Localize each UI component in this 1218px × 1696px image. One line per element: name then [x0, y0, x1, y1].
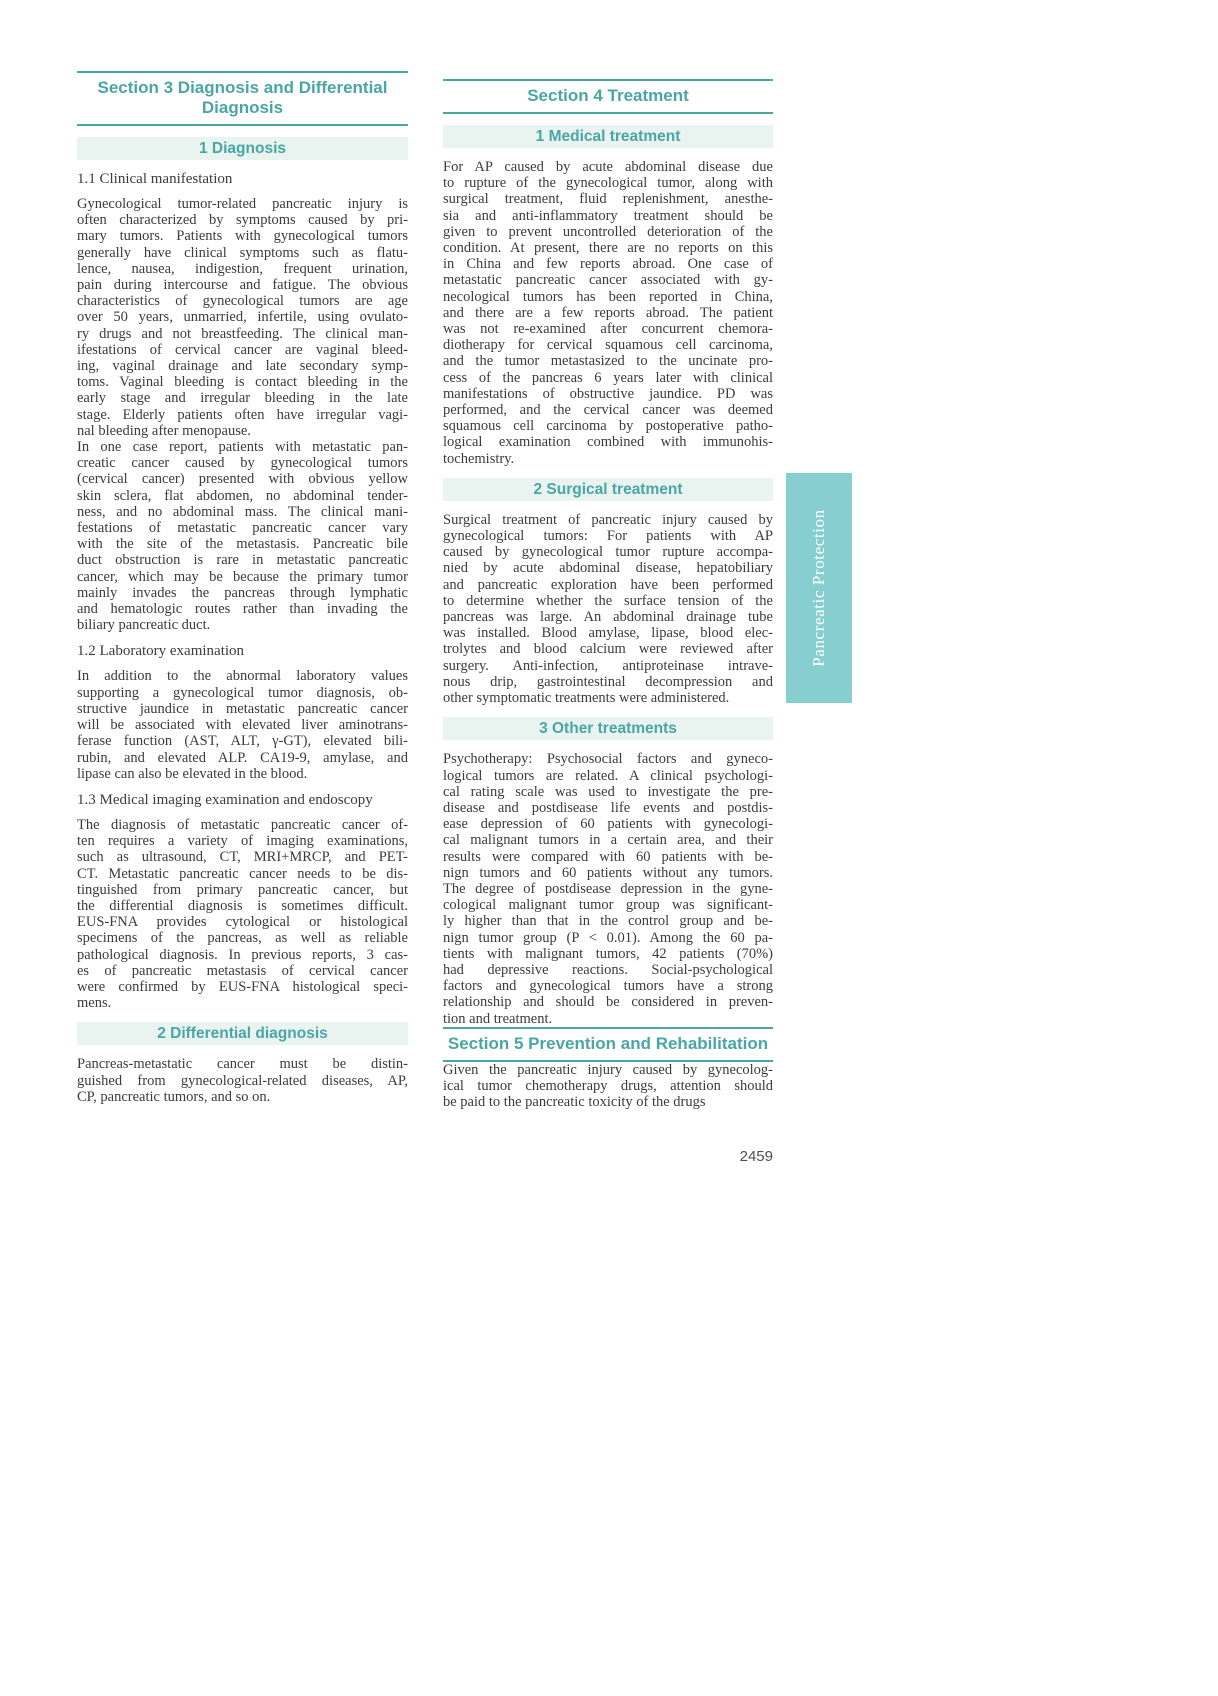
text-line: ly higher than that in the control group and be- — [443, 913, 773, 930]
paragraph — [443, 512, 773, 706]
text-line: The degree of postdisease depression in the gyne- — [443, 880, 773, 897]
text-line: and hematologic routes rather than invading the — [77, 601, 408, 618]
text-line: in China and few reports abroad. One case of — [443, 256, 773, 273]
text-line: pain during intercourse and fatigue. The obvious — [77, 277, 408, 294]
text-line: gynecological tumors: For patients with AP — [443, 528, 773, 545]
text-line: Gynecological tumor-related pancreatic injury is — [77, 196, 408, 212]
text-line: other symptomatic treatments were administered. — [443, 690, 730, 707]
text-line: ing, vaginal drainage and late secondary symp- — [77, 358, 408, 375]
text-line: Pancreas-metastatic cancer must be distin- — [77, 1056, 408, 1073]
text-line: disease and postdisease life events and postdis- — [443, 799, 773, 816]
text-line: tients with malignant tumors, 42 patients (70%) — [443, 945, 773, 962]
section-heading — [443, 79, 773, 114]
text-line: CP, pancreatic tumors, and so on. — [77, 1088, 271, 1105]
subsubsection-heading: 1.1 Clinical manifestation — [77, 171, 233, 187]
text-line: ten requires a variety of imaging examinations, — [77, 833, 408, 850]
text-line: supporting a gynecological tumor diagnosis, ob- — [77, 684, 408, 701]
section-heading-title: Section 4 Treatment — [527, 86, 689, 105]
section-heading — [443, 1027, 773, 1062]
text-line: rubin, and elevated ALP. CA19-9, amylase, and — [77, 749, 408, 766]
text-line: with the site of the metastasis. Pancreatic bile — [77, 536, 408, 553]
text-line: the differential diagnosis is sometimes difficult. — [77, 897, 408, 914]
subsection-band: 1 Medical treatment — [443, 125, 773, 148]
text-line: logical examination combined with immunohis- — [443, 434, 773, 451]
paragraph — [77, 1056, 408, 1105]
section-heading-title: Section 5 Prevention and Rehabilitation — [447, 1033, 769, 1053]
text-line: performed, and the cervical cancer was deemed — [443, 402, 773, 419]
text-line: In one case report, patients with metastatic pan- — [77, 439, 408, 456]
text-line: ferase function (AST, ALT, γ-GT), elevated bili- — [77, 733, 408, 750]
left-column — [77, 71, 408, 1105]
subsection-band: 2 Surgical treatment — [443, 478, 773, 501]
text-line: guished from gynecological-related diseases, AP, — [77, 1072, 408, 1089]
text-line: CT. Metastatic pancreatic cancer needs to be dis- — [77, 865, 408, 882]
paragraph — [443, 1062, 773, 1111]
text-line: lence, nausea, indigestion, frequent urination, — [77, 260, 408, 277]
text-line: caused by gynecological tumor rupture accompa- — [443, 544, 773, 561]
text-line: ical tumor chemotherapy drugs, attention should — [443, 1077, 773, 1094]
chapter-tab-label: Pancreatic Protection — [809, 509, 829, 667]
text-line: skin sclera, flat abdomen, no abdominal tender- — [77, 487, 408, 504]
text-line: cal rating scale was used to investigate the pre- — [443, 783, 773, 800]
text-line: pathological diagnosis. In previous reports, 3 cas- — [77, 946, 408, 963]
text-line: diotherapy for cervical squamous cell carcinoma, — [443, 337, 773, 354]
section-heading — [77, 71, 408, 126]
text-line: ness, and no abdominal mass. The clinical mani- — [77, 503, 408, 520]
text-line: cal malignant tumors in a certain area, and their — [443, 832, 773, 849]
subsection-band: 3 Other treatments — [443, 717, 773, 740]
text-line: was not re-examined after concurrent chemora- — [443, 321, 773, 338]
text-line: ease depression of 60 patients with gynecologi- — [443, 816, 773, 833]
text-line: such as ultrasound, CT, MRI+MRCP, and PET- — [77, 849, 408, 866]
text-line: manifestations of obstructive jaundice. PD was — [443, 385, 773, 402]
text-line: logical tumors are related. A clinical psychologi- — [443, 767, 773, 784]
text-line: lipase can also be elevated in the blood. — [77, 765, 308, 782]
text-line: structive jaundice in metastatic pancreatic cancer — [77, 700, 408, 717]
text-line: be paid to the pancreatic toxicity of the drugs — [443, 1094, 706, 1111]
text-line: biliary pancreatic duct. — [77, 617, 211, 634]
text-line: stage. Elderly patients often have irregular vagi- — [77, 406, 408, 423]
text-line: cess of the pancreas 6 years later with clinical — [443, 369, 773, 386]
text-line: EUS-FNA provides cytological or histological — [77, 914, 408, 931]
text-line: relationship and should be considered in preven- — [443, 994, 773, 1011]
subsection-band: 2 Differential diagnosis — [77, 1022, 408, 1045]
section-heading-title: Section 3 Diagnosis and Differential Diagnosis — [97, 78, 388, 117]
text-line: ifestations of cervical cancer are vaginal bleed- — [77, 341, 408, 358]
text-line: In addition to the abnormal laboratory values — [77, 668, 408, 685]
text-line: often characterized by symptoms caused by pri- — [77, 212, 408, 229]
text-line: specimens of the pancreas, as well as reliable — [77, 930, 408, 947]
text-line: nign tumors and 60 patients without any tumors. — [443, 864, 773, 881]
text-line: mainly invades the pancreas through lymphatic — [77, 584, 408, 601]
text-line: results were compared with 60 patients with be- — [443, 848, 773, 865]
text-line: sia and anti-inflammatory treatment should be — [443, 207, 773, 224]
text-line: metastatic pancreatic cancer associated with gy- — [443, 272, 773, 289]
text-line: condition. At present, there are no reports on this — [443, 240, 773, 257]
page-number: 2459 — [739, 1148, 773, 1165]
text-line: surgical treatment, fluid replenishment, anesthe- — [443, 191, 773, 208]
right-column — [443, 79, 773, 1110]
text-line: toms. Vaginal bleeding is contact bleeding in the — [77, 374, 408, 391]
text-line: es of pancreatic metastasis of cervical cancer — [77, 962, 408, 979]
text-line: over 50 years, unmarried, infertile, using ovulato- — [77, 309, 408, 326]
text-line: given to prevent uncontrolled deterioration of the — [443, 223, 773, 240]
chapter-tab — [786, 473, 852, 703]
paragraph — [77, 668, 408, 781]
text-line: factors and gynecological tumors have a strong — [443, 978, 773, 995]
paragraph — [77, 196, 408, 439]
text-line: tinguished from primary pancreatic cancer, but — [77, 881, 408, 898]
subsection-band: 1 Diagnosis — [77, 137, 408, 160]
paragraph — [443, 751, 773, 1026]
text-line: nal bleeding after menopause. — [77, 422, 251, 439]
text-line: Given the pancreatic injury caused by gynecolog- — [443, 1061, 773, 1078]
subsubsection-heading: 1.3 Medical imaging examination and endoscopy — [77, 791, 373, 808]
text-line: cological malignant tumor group was significant- — [443, 897, 773, 914]
text-line: nous drip, gastrointestinal decompression and — [443, 673, 773, 690]
text-line: mens. — [77, 995, 112, 1012]
text-line: were confirmed by EUS-FNA histological speci- — [77, 978, 408, 995]
text-line: For AP caused by acute abdominal disease due — [443, 159, 773, 175]
paragraph — [77, 439, 408, 633]
text-line: and the tumor metastasized to the uncinate pro- — [443, 353, 773, 370]
text-line: nign tumor group (P < 0.01). Among the 60 pa- — [443, 929, 773, 946]
text-line: tion and treatment. — [443, 1010, 553, 1027]
text-line: cancer, which may be because the primary tumor — [77, 568, 408, 585]
text-line: Surgical treatment of pancreatic injury caused by — [443, 511, 773, 528]
text-line: ry drugs and not breastfeeding. The clinical man- — [77, 325, 408, 342]
text-line: early stage and irregular bleeding in the late — [77, 390, 408, 407]
text-line: squamous cell carcinoma by postoperative patho- — [443, 418, 773, 435]
text-line: pancreas was large. An abdominal drainage tube — [443, 609, 773, 626]
subsubsection-heading: 1.2 Laboratory examination — [77, 643, 245, 660]
text-line: characteristics of gynecological tumors are age — [77, 293, 408, 310]
text-line: surgery. Anti-infection, antiproteinase intrave- — [443, 657, 773, 674]
text-line: tochemistry. — [443, 450, 515, 467]
text-line: nied by acute abdominal disease, hepatobiliary — [443, 560, 773, 577]
text-line: (cervical cancer) presented with obvious yellow — [77, 471, 408, 488]
paragraph — [77, 817, 408, 1011]
text-line: had depressive reactions. Social-psychological — [443, 961, 773, 978]
text-line: The diagnosis of metastatic pancreatic cancer of- — [77, 816, 408, 833]
text-line: mary tumors. Patients with gynecological tumors — [77, 228, 408, 245]
text-line: and pancreatic exploration have been performed — [443, 576, 773, 593]
text-line: trolytes and blood calcium were reviewed after — [443, 641, 773, 658]
text-line: duct obstruction is rare in metastatic pancreatic — [77, 552, 408, 569]
text-line: was installed. Blood amylase, lipase, blood elec- — [443, 625, 773, 642]
text-line: necological tumors has been reported in China, — [443, 288, 773, 305]
text-line: and there are a few reports abroad. The patient — [443, 304, 773, 321]
text-line: generally have clinical symptoms such as flatu- — [77, 244, 408, 261]
text-line: Psychotherapy: Psychosocial factors and gyneco- — [443, 751, 773, 768]
text-line: to rupture of the gynecological tumor, along with — [443, 175, 773, 192]
text-line: to determine whether the surface tension of the — [443, 592, 773, 609]
text-line: festations of metastatic pancreatic cancer vary — [77, 520, 408, 537]
text-line: creatic cancer caused by gynecological tumors — [77, 455, 408, 472]
paragraph — [443, 159, 773, 467]
text-line: will be associated with elevated liver aminotrans- — [77, 717, 408, 734]
